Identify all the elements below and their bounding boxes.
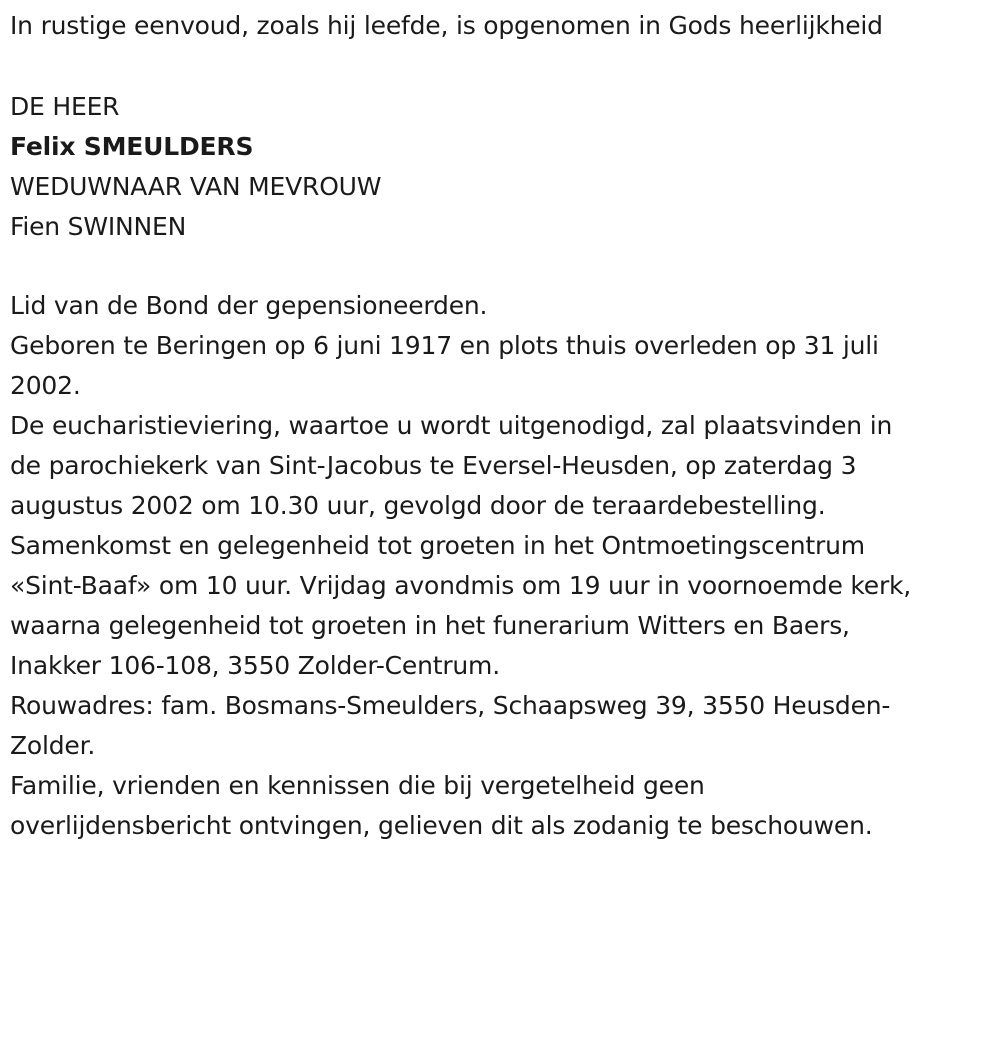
paragraph-line: Rouwadres: fam. Bosmans-Smeulders, Schaapsweg 39, 3550 Heusden-: [10, 691, 891, 720]
paragraph-line: overlijdensbericht ontvingen, gelieven dit als zodanig te beschouwen.: [10, 811, 873, 840]
spouse-name: Fien SWINNEN: [10, 212, 187, 241]
deceased-name: Felix SMEULDERS: [10, 132, 254, 161]
paragraph-line: de parochiekerk van Sint-Jacobus te Eversel-Heusden, op zaterdag 3: [10, 451, 857, 480]
paragraph-line: Zolder.: [10, 731, 96, 760]
paragraph-line: De eucharistieviering, waartoe u wordt uitgenodigd, zal plaatsvinden in: [10, 411, 893, 440]
obituary-notice: [10, 0, 985, 846]
birth-death-paragraph: [10, 326, 985, 406]
relation-text: WEDUWNAAR VAN MEVROUW: [10, 172, 382, 201]
paragraph-line: Geboren te Beringen op 6 juni 1917 en plots thuis overleden op 31 juli: [10, 331, 879, 360]
salutation: DE HEER: [10, 92, 120, 121]
paragraph-line: «Sint-Baaf» om 10 uur. Vrijdag avondmis om 19 uur in voornoemde kerk,: [10, 571, 912, 600]
address-paragraph: [10, 686, 985, 766]
notice-paragraph: [10, 766, 985, 846]
ceremony-paragraph: [10, 406, 985, 686]
paragraph-line: Familie, vrienden en kennissen die bij vergetelheid geen: [10, 771, 705, 800]
intro-text: In rustige eenvoud, zoals hij leefde, is opgenomen in Gods heerlijkheid: [10, 11, 883, 40]
paragraph-line: 2002.: [10, 371, 81, 400]
paragraph-line: augustus 2002 om 10.30 uur, gevolgd door de teraardebestelling.: [10, 491, 826, 520]
paragraph-line: Inakker 106-108, 3550 Zolder-Centrum.: [10, 651, 500, 680]
paragraph-line: waarna gelegenheid tot groeten in het funerarium Witters en Baers,: [10, 611, 850, 640]
membership-text: Lid van de Bond der gepensioneerden.: [10, 291, 488, 320]
paragraph-line: Samenkomst en gelegenheid tot groeten in het Ontmoetingscentrum: [10, 531, 865, 560]
